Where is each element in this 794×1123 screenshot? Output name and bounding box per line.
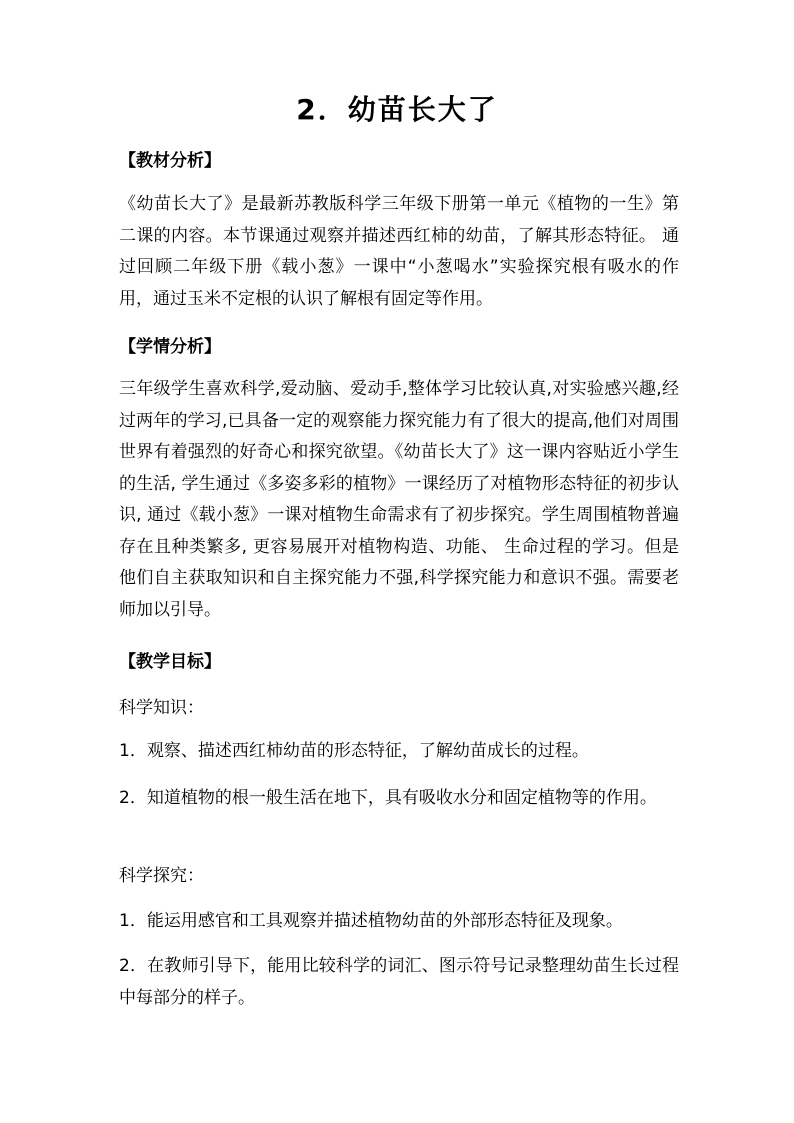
section-heading-teaching-goals: 【教学目标】 <box>119 652 221 672</box>
student-analysis-paragraph: 三年级学生喜欢科学,爱动脑、爱动手,整体学习比较认真,对实验感兴趣,经过两年的学习,已具备一定的观察能力探究能力有了很大的提高,他们对周围世界有着强烈的好奇心和探究欲望。《幼苗长大了》这一课内容贴近小学生的生活, 学生通过《多姿多彩的植物》一课经历了对植物形态特征的初步认识, 通过《载小葱》一课对植物生命需求有了初步探究。学生周围植物普遍存在且种类繁多, 更容易展开对植物构造、功能、 生命过程的学习。但是他们自主获取知识和自主探究能力不强,科学探究能力和意识不强。需要老师加以引导。 <box>119 379 679 620</box>
knowledge-goal-item: 1．观察、描述西红柿幼苗的形态特征，了解幼苗成长的过程。 <box>119 741 589 761</box>
knowledge-goal-item: 2．知道植物的根一般生活在地下，具有吸收水分和固定植物等的作用。 <box>119 788 657 808</box>
inquiry-goal-item: 1．能运用感官和工具观察并描述植物幼苗的外部形态特征及现象。 <box>119 911 623 931</box>
science-inquiry-label: 科学探究： <box>119 866 204 886</box>
page-title: 2．幼苗长大了 <box>296 93 498 126</box>
section-heading-textbook-analysis: 【教材分析】 <box>119 151 221 171</box>
inquiry-goal-item: 2．在教师引导下，能用比较科学的词汇、图示符号记录整理幼苗生长过程中每部分的样子。 <box>119 956 679 1008</box>
textbook-analysis-paragraph: 《幼苗长大了》是最新苏教版科学三年级下册第一单元《植物的一生》第二课的内容。本节课通过观察并描述西红柿的幼苗，了解其形态特征。 通过回顾二年级下册《载小葱》一课中“小葱喝水”实验探究根有吸水的作用，通过玉米不定根的认识了解根有固定等作用。 <box>119 194 679 309</box>
science-knowledge-label: 科学知识： <box>119 698 204 718</box>
section-heading-student-analysis: 【学情分析】 <box>119 337 221 357</box>
